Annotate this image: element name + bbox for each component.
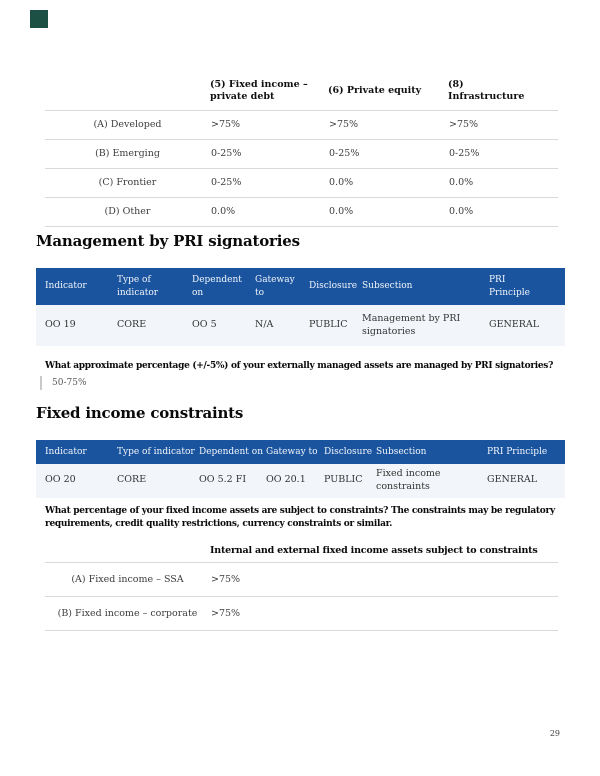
header-gateway-to: Gateway to <box>260 440 318 464</box>
cell-subsection: Management by PRI signatories <box>356 305 483 346</box>
header-pri-principle: PRI Principle <box>481 440 565 464</box>
cell-type: CORE <box>111 305 186 346</box>
row-label: (C) Frontier <box>98 177 157 188</box>
cell-value: >75% <box>211 608 241 619</box>
row-label: (A) Fixed income – SSA <box>71 574 184 585</box>
question-managed-by-pri-signatories: What approximate percentage (+/-5%) of your externally managed assets are managed by PRI signatories? <box>45 361 554 371</box>
corner-decoration-square <box>30 10 48 28</box>
cell-type: CORE <box>111 464 193 498</box>
cell-disclosure: PUBLIC <box>318 464 370 498</box>
indicator-table-header-row <box>36 440 565 464</box>
cell-indicator: OO 19 <box>36 305 111 346</box>
asset-table-header-row <box>45 73 558 110</box>
cell-value: >75% <box>329 119 359 130</box>
header-subsection: Subsection <box>356 268 483 305</box>
table-row <box>45 197 558 226</box>
cell-pri-principle: GENERAL <box>483 305 565 346</box>
row-label: (B) Fixed income – corporate <box>57 608 198 619</box>
section-heading-fixed-income-constraints: Fixed income constraints <box>36 404 244 422</box>
cell-value: 0-25% <box>329 148 360 159</box>
asset-table-col-fixed-income: (5) Fixed income – private debt <box>210 78 308 103</box>
cell-value: >75% <box>211 119 241 130</box>
cell-value: 0.0% <box>329 177 354 188</box>
asset-table-col-infrastructure: (8) Infrastructure <box>448 78 525 103</box>
cell-indicator: OO 20 <box>36 464 111 498</box>
cell-subsection: Fixed income constraints <box>370 464 481 498</box>
indicator-table-data-row <box>36 305 565 346</box>
header-pri-principle: PRI Principle <box>483 268 565 305</box>
table-row <box>45 139 558 168</box>
cell-disclosure: PUBLIC <box>303 305 356 346</box>
header-dependent-on: Dependent on <box>193 440 260 464</box>
cell-pri-principle: GENERAL <box>481 464 565 498</box>
table-row <box>45 110 558 139</box>
page-number: 29 <box>549 729 560 738</box>
cell-value: 0-25% <box>449 148 480 159</box>
indicator-table-header-row <box>36 268 565 305</box>
row-label: (A) Developed <box>93 119 162 130</box>
table-row <box>45 168 558 197</box>
row-label: (D) Other <box>104 206 151 217</box>
table-row <box>45 563 558 597</box>
header-disclosure: Disclosure <box>318 440 370 464</box>
indicator-table-data-row <box>36 464 565 498</box>
asset-class-table <box>45 73 558 227</box>
cell-value: 0.0% <box>449 206 474 217</box>
cell-dependent-on: OO 5 <box>186 305 249 346</box>
header-type-of-indicator: Type of indicator <box>111 440 193 464</box>
table-row <box>45 597 558 631</box>
cell-value: 0.0% <box>449 177 474 188</box>
cell-value: >75% <box>449 119 479 130</box>
cell-value: 0.0% <box>329 206 354 217</box>
answer-50-75-percent: 50-75% <box>40 376 87 390</box>
header-gateway-to: Gateway to <box>249 268 303 305</box>
cell-value: 0.0% <box>211 206 236 217</box>
header-disclosure: Disclosure <box>303 268 356 305</box>
question-fixed-income-constraints: What percentage of your fixed income assets are subject to constraints? The constraints may be regulatory requirements, credit quality restrictions, currency constraints or similar. <box>45 506 555 530</box>
row-label: (B) Emerging <box>95 148 160 159</box>
cell-gateway-to: OO 20.1 <box>260 464 318 498</box>
asset-table-col-private-equity: (6) Private equity <box>328 85 422 97</box>
cell-value: 0-25% <box>211 148 242 159</box>
asset-table-empty-header <box>45 73 210 110</box>
header-indicator: Indicator <box>36 440 111 464</box>
cell-value: >75% <box>211 574 241 585</box>
section-heading-management-by-pri-signatories: Management by PRI signatories <box>36 232 300 250</box>
cell-dependent-on: OO 5.2 FI <box>193 464 260 498</box>
header-type-of-indicator: Type of indicator <box>111 268 186 305</box>
cell-gateway-to: N/A <box>249 305 303 346</box>
indicator-table-oo19 <box>36 268 565 346</box>
header-dependent-on: Dependent on <box>186 268 249 305</box>
constraints-table <box>45 562 558 631</box>
header-subsection: Subsection <box>370 440 481 464</box>
header-indicator: Indicator <box>36 268 111 305</box>
cell-value: 0-25% <box>211 177 242 188</box>
constraints-table-column-header: Internal and external fixed income assets subject to constraints <box>210 545 538 556</box>
indicator-table-oo20 <box>36 440 565 498</box>
